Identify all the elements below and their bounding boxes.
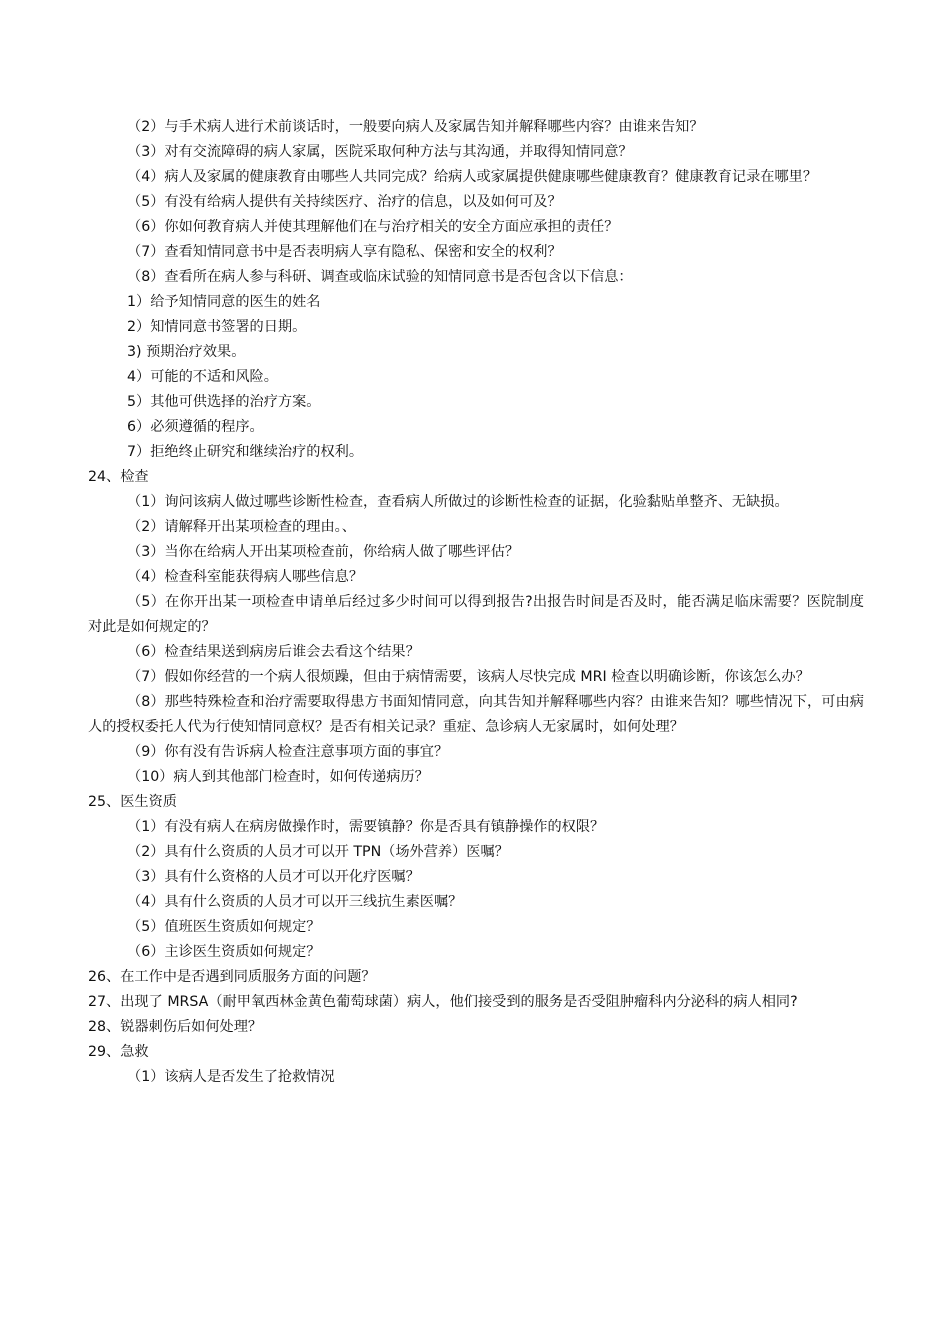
paragraph: （6）主诊医生资质如何规定？: [127, 944, 321, 960]
paragraph: （6）检查结果送到病房后谁会去看这个结果？: [127, 644, 420, 660]
paragraph: （2）与手术病人进行术前谈话时，一般要向病人及家属告知并解释哪些内容？由谁来告知？: [127, 119, 704, 135]
paragraph: （1）有没有病人在病房做操作时，需要镇静？你是否具有镇静操作的权限？: [127, 819, 605, 835]
paragraph: （2）请解释开出某项检查的理由。、: [127, 519, 356, 535]
paragraph: （8）查看所在病人参与科研、调查或临床试验的知情同意书是否包含以下信息：: [127, 269, 633, 285]
list-item: 3) 预期治疗效果。: [127, 344, 246, 360]
list-item: 1）给予知情同意的医生的姓名: [127, 294, 321, 310]
paragraph: （1）询问该病人做过哪些诊断性检查，查看病人所做过的诊断性检查的证据，化验黏贴单整齐、无缺损。: [127, 494, 789, 510]
paragraph: （9）你有没有告诉病人检查注意事项方面的事宜？: [127, 744, 449, 760]
paragraph: （5）有没有给病人提供有关持续医疗、治疗的信息，以及如何可及？: [127, 194, 562, 210]
paragraph: （2）具有什么资质的人员才可以开 TPN（场外营养）医嘱？: [127, 844, 509, 860]
section-heading: 26、在工作中是否遇到同质服务方面的问题？: [88, 969, 376, 985]
section-heading: 29、急救: [88, 1044, 149, 1060]
section-heading: 25、医生资质: [88, 794, 177, 810]
section-heading: 24、检查: [88, 469, 149, 485]
section-heading: 28、锐器刺伤后如何处理？: [88, 1019, 263, 1035]
list-item: 2）知情同意书签署的日期。: [127, 319, 307, 335]
section-heading: 27、出现了 MRSA（耐甲氧西林金黄色葡萄球菌）病人，他们接受到的服务是否受阻肿瘤科内分泌科的病人相同?: [88, 994, 798, 1010]
paragraph: （5）值班医生资质如何规定？: [127, 919, 321, 935]
paragraph: （4）检查科室能获得病人哪些信息？: [127, 569, 364, 585]
paragraph: （5）在你开出某一项检查申请单后经过多少时间可以得到报告?出报告时间是否及时，能否满足临床需要？医院制度对此是如何规定的？: [88, 594, 864, 635]
paragraph: （3）对有交流障碍的病人家属，医院采取何种方法与其沟通，并取得知情同意？: [127, 144, 633, 160]
paragraph: （7）假如你经营的一个病人很烦躁，但由于病情需要，该病人尽快完成 MRI 检查以明确诊断，你该怎么办？: [127, 669, 810, 685]
paragraph: （6）你如何教育病人并使其理解他们在与治疗相关的安全方面应承担的责任？: [127, 219, 619, 235]
paragraph: （3）具有什么资格的人员才可以开化疗医嘱？: [127, 869, 420, 885]
paragraph: （3）当你在给病人开出某项检查前，你给病人做了哪些评估？: [127, 544, 520, 560]
document-body: [88, 115, 864, 1090]
paragraph: （4）具有什么资质的人员才可以开三线抗生素医嘱？: [127, 894, 463, 910]
paragraph: （8）那些特殊检查和治疗需要取得患方书面知情同意，向其告知并解释哪些内容？由谁来告知？哪些情况下，可由病人的授权委托人代为行使知情同意权？是否有相关记录？重症、急诊病人无家属时，如何处理？: [88, 694, 864, 735]
paragraph: （10）病人到其他部门检查时，如何传递病历？: [127, 769, 429, 785]
list-item: 7）拒绝终止研究和继续治疗的权利。: [127, 444, 364, 460]
list-item: 4）可能的不适和风险。: [127, 369, 278, 385]
paragraph: （7）查看知情同意书中是否表明病人享有隐私、保密和安全的权利？: [127, 244, 562, 260]
list-item: 6）必须遵循的程序。: [127, 419, 264, 435]
paragraph: （4）病人及家属的健康教育由哪些人共同完成？给病人或家属提供健康哪些健康教育？健康教育记录在哪里？: [127, 169, 818, 185]
list-item: 5）其他可供选择的治疗方案。: [127, 394, 321, 410]
paragraph: （1）该病人是否发生了抢救情况: [127, 1069, 335, 1085]
